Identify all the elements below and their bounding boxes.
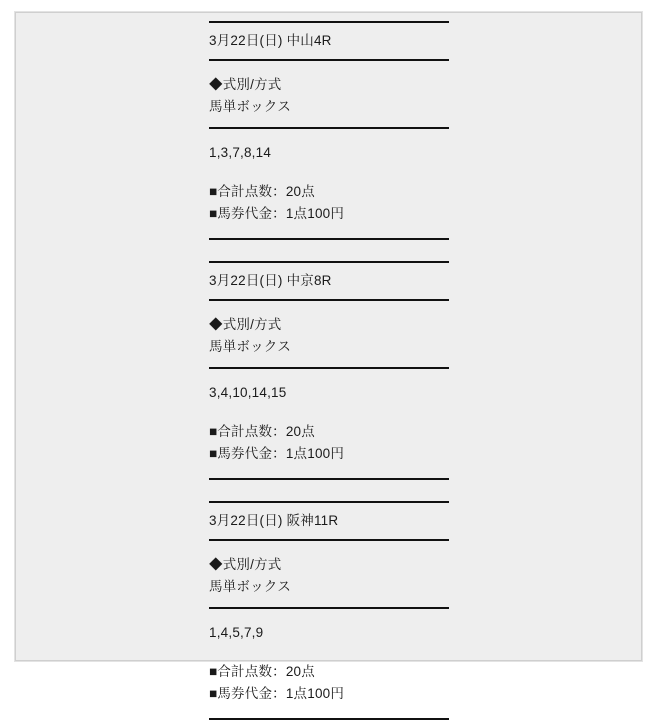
document-content [209,21,459,720]
race-section-2 [209,261,459,480]
total-points-3: ■合計点数：20点 [209,664,315,679]
numbers-3: 1,4,5,7,9 [209,625,264,640]
race-section-3 [209,501,459,720]
race-section-1 [209,21,459,240]
document-panel [15,12,642,701]
format-value-2: 馬単ボックス [209,339,292,354]
format-value-3: 馬単ボックス [209,579,292,594]
format-label-2: ◆式別/方式 [209,317,282,332]
race-header-2: 3月22日(日) 中京8R [209,273,332,288]
format-value-1: 馬単ボックス [209,99,292,114]
total-points-2: ■合計点数：20点 [209,424,315,439]
format-label-3: ◆式別/方式 [209,557,282,572]
numbers-1: 1,3,7,8,14 [209,145,272,160]
format-label-1: ◆式別/方式 [209,77,282,92]
ticket-price-1: ■馬券代金：1点100円 [209,206,345,221]
race-header-3: 3月22日(日) 阪神11R [209,513,339,528]
numbers-2: 3,4,10,14,15 [209,385,287,400]
race-header-1: 3月22日(日) 中山4R [209,33,332,48]
ticket-price-2: ■馬券代金：1点100円 [209,446,345,461]
ticket-price-3: ■馬券代金：1点100円 [209,686,345,701]
total-points-1: ■合計点数：20点 [209,184,315,199]
